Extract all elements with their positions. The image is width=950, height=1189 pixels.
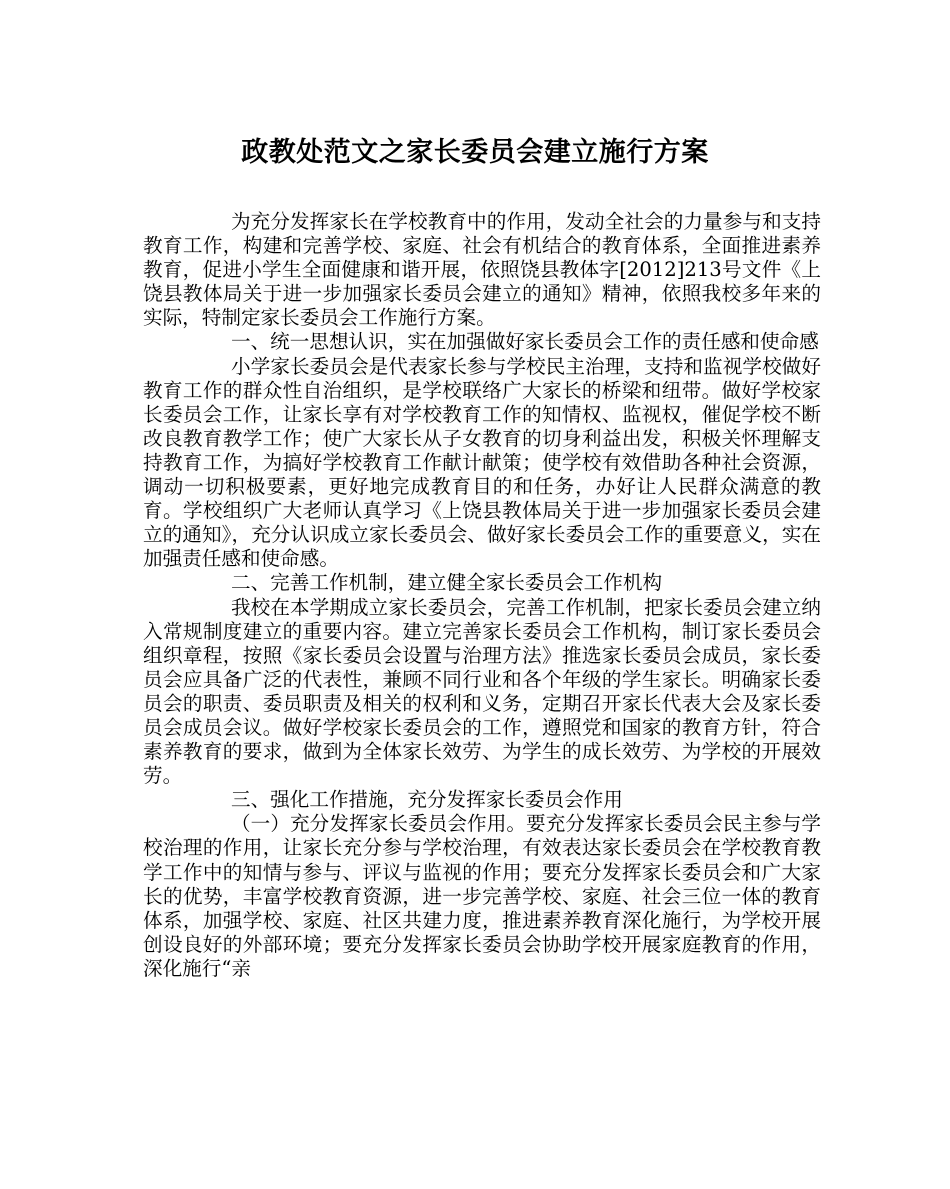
intro-paragraph: 为充分发挥家长在学校教育中的作用，发动全社会的力量参与和支持教育工作，构建和完善学校、家庭、社会有机结合的教育体系，全面推进素养教育，促进小学生全面健康和谐开展，依照饶县教体字[2012]213号文件《上饶县教体局关于进一步加强家长委员会建立的通知》精神，依照我校多年来的实际，特制定家长委员会工作施行方案。 <box>143 210 821 330</box>
section-3-heading: 三、强化工作措施，充分发挥家长委员会作用 <box>231 788 623 812</box>
section-2-paragraph: 我校在本学期成立家长委员会，完善工作机制，把家长委员会建立纳入常规制度建立的重要内容。建立完善家长委员会工作机构，制订家长委员会组织章程，按照《家长委员会设置与治理方法》推选家长委员会成员，家长委员会应具备广泛的代表性，兼顾不同行业和各个年级的学生家长。明确家长委员会的职责、委员职责及相关的权利和义务，定期召开家长代表大会及家长委员会成员会议。做好学校家长委员会的工作，遵照党和国家的教育方针，符合素养教育的要求，做到为全体家长效劳、为学生的成长效劳、为学校的开展效劳。 <box>143 595 821 788</box>
section-2-heading: 二、完善工作机制，建立健全家长委员会工作机构 <box>231 571 663 595</box>
section-3-subsection-1-paragraph: （一）充分发挥家长委员会作用。要充分发挥家长委员会民主参与学校治理的作用，让家长充分参与学校治理，有效表达家长委员会在学校教育教学工作中的知情与参与、评议与监视的作用；要充分发挥家长委员会和广大家长的优势，丰富学校教育资源，进一步完善学校、家庭、社会三位一体的教育体系，加强学校、家庭、社区共建力度，推进素养教育深化施行，为学校开展创设良好的外部环境；要充分发挥家长委员会协助学校开展家庭教育的作用，深化施行“亲 <box>143 812 821 980</box>
document-title: 政教处范文之家长委员会建立施行方案 <box>241 137 709 168</box>
document-body <box>143 210 821 981</box>
section-1-paragraph: 小学家长委员会是代表家长参与学校民主治理，支持和监视学校做好教育工作的群众性自治组织，是学校联络广大家长的桥梁和纽带。做好学校家长委员会工作，让家长享有对学校教育工作的知情权、监视权，催促学校不断改良教育教学工作；使广大家长从子女教育的切身利益出发，积极关怀理解支持教育工作，为搞好学校教育工作献计献策；使学校有效借助各种社会资源，调动一切积极要素，更好地完成教育目的和任务，办好让人民群众满意的教育。学校组织广大老师认真学习《上饶县教体局关于进一步加强家长委员会建立的通知》，充分认识成立家长委员会、做好家长委员会工作的重要意义，实在加强责任感和使命感。 <box>143 354 821 571</box>
section-1-heading: 一、统一思想认识，实在加强做好家长委员会工作的责任感和使命感 <box>231 330 819 354</box>
